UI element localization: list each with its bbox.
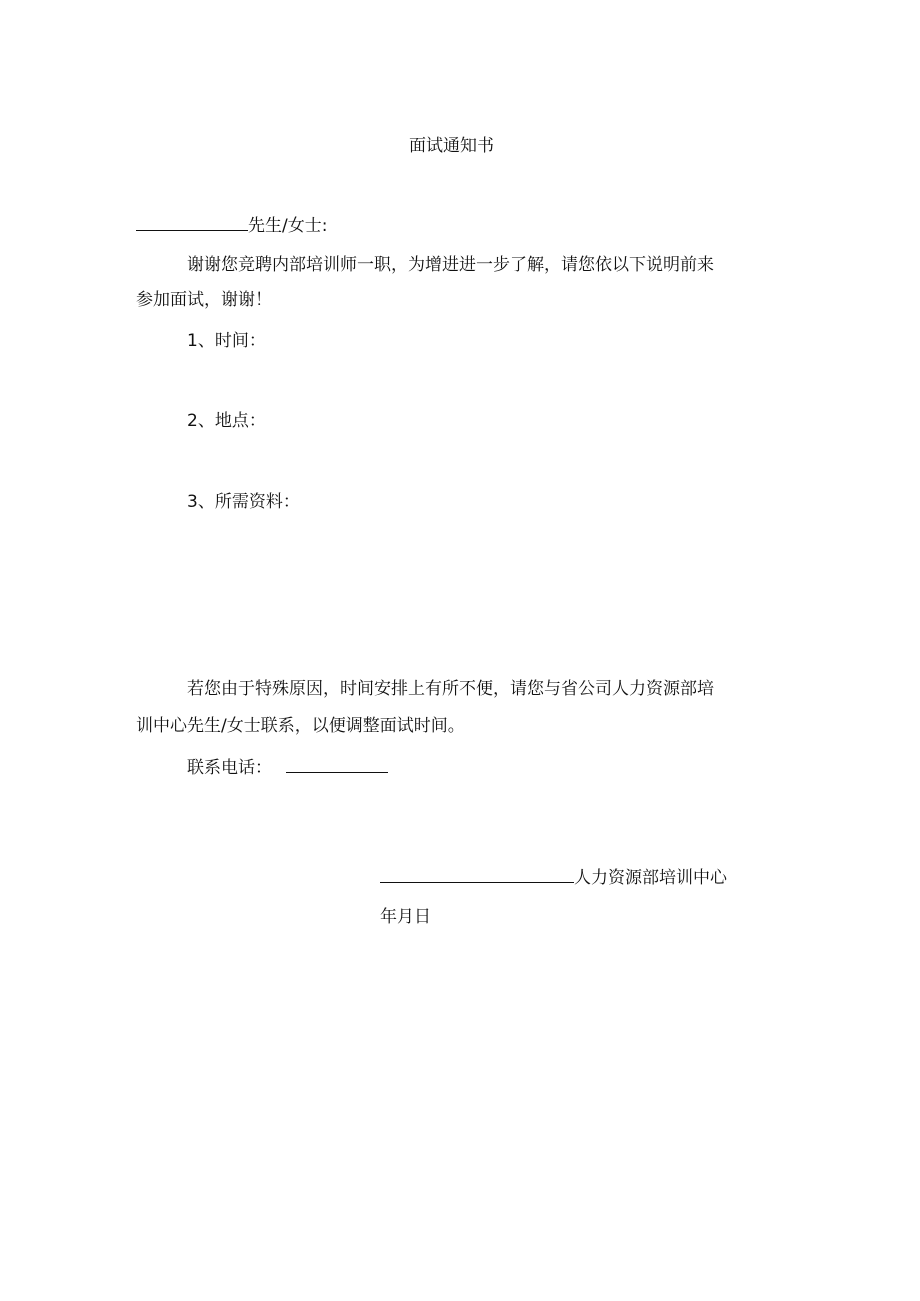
document-title: 面试通知书 xyxy=(409,136,494,156)
salutation-line xyxy=(136,214,327,238)
item-location: 2、地点： xyxy=(187,411,266,431)
intro-line-1: 谢谢您竞聘内部培训师一职，为增进进一步了解，请您依以下说明前来 xyxy=(187,255,714,275)
note-line-2: 训中心先生/女士联系，以便调整面试时间。 xyxy=(136,716,465,736)
item-materials: 3、所需资料： xyxy=(187,492,300,512)
signature-text: 人力资源部培训中心 xyxy=(574,868,727,888)
salutation-text: 先生/女士: xyxy=(248,216,328,236)
note-line-1: 若您由于特殊原因，时间安排上有所不便，请您与省公司人力资源部培 xyxy=(187,679,714,699)
signature-blank xyxy=(380,866,574,883)
name-blank xyxy=(136,214,248,231)
phone-blank xyxy=(286,756,388,773)
item-time: 1、时间： xyxy=(187,331,266,351)
phone-label: 联系电话： xyxy=(187,758,272,778)
date-line: 年月日 xyxy=(380,907,431,927)
phone-line xyxy=(187,756,388,780)
signature-line xyxy=(380,866,727,890)
intro-line-2: 参加面试，谢谢！ xyxy=(136,290,272,310)
